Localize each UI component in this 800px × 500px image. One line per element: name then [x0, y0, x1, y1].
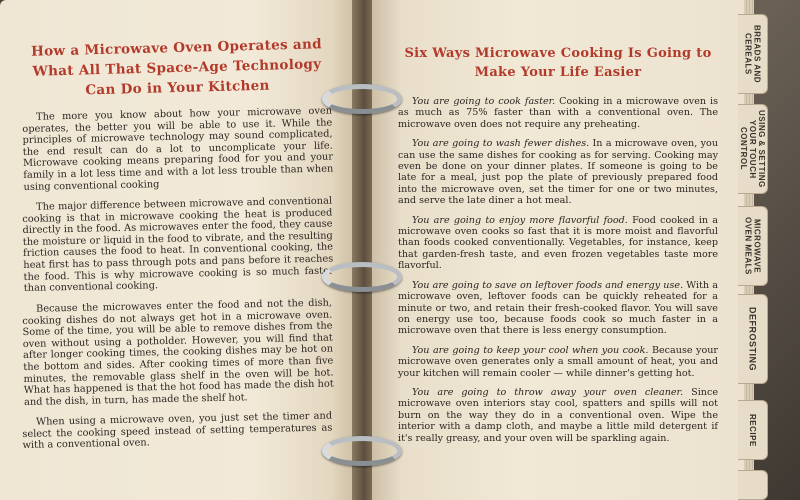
benefit-lead: You are going to throw away your oven cleaner.: [412, 386, 684, 398]
tab-touch-control[interactable]: [738, 104, 768, 194]
benefit-item-5: [398, 345, 718, 379]
binder-ring-top: [322, 84, 402, 114]
tab-microwave-oven-meals[interactable]: [738, 206, 768, 286]
tab-bottom[interactable]: [738, 470, 768, 500]
left-paragraph-1: The more you know about how your microwave oven operates, the better you will be able to use it. While the principles of microwave technology may sound complicated, the end result can do a lot to uncomplicate your life. Microwave cooking means preparing food for you and your family in a lot less time and with a lot less trouble than when using conventional cooking: [22, 105, 334, 193]
tab-label: DEFROSTING: [747, 306, 758, 371]
section-tabs: [738, 0, 800, 500]
benefit-item-6: [398, 387, 718, 444]
benefit-text: Because your microwave oven generates only a small amount of heat, you and your kitchen will remain cooler — while dinner's getting hot.: [398, 344, 718, 379]
benefit-text: With a microwave oven, leftover foods can be quickly reheated for a minute or two, and retain their fresh-cooked flavor. You will save on energy use too, because foods cook so much faster in a microwave oven that there is less energy consumption.: [398, 279, 718, 337]
left-page: [0, 0, 360, 500]
tab-label: MICROWAVE OVEN MEALS: [743, 217, 762, 275]
benefit-lead: You are going to enjoy more flavorful food.: [412, 214, 628, 226]
tab-breads-and-cereals[interactable]: [738, 14, 768, 94]
binder-ring-middle: [322, 262, 402, 292]
binder-ring-bottom: [322, 436, 402, 466]
benefit-item-2: [398, 138, 718, 206]
benefit-lead: You are going to cook faster.: [412, 96, 556, 107]
benefit-item-3: [398, 215, 718, 272]
right-page-heading: Six Ways Microwave Cooking Is Going to Make Your Life Easier: [404, 46, 712, 80]
benefit-text: Cooking in a microwave oven is as much as 75% faster than with a conventional oven. The microwave oven does not require any preheating.: [398, 96, 718, 130]
benefit-text: Food cooked in a microwave oven cooks so fast that it is more moist and flavorful than foods cooked conventionally. Vegetables, for instance, keep that garden-fresh taste, and even frozen vegetables taste more flavorful.: [398, 214, 718, 272]
tab-label: BREADS AND CEREALS: [743, 24, 762, 84]
benefit-text: In a microwave oven, you can use the same dishes for cooking as for serving. Cooking may even be done on your dinner plates. If someone is going to be late for a meal, just pop the plate of previously prepared food into the microwave oven, set the timer for one or two minutes, and serve the late diner a hot meal.: [398, 138, 719, 207]
left-paragraph-3: Because the microwaves enter the food and not the dish, cooking dishes do not always get hot in a microwave oven. Some of the time, you will be able to remove dishes from the oven without using a potholder. However, you will find that after longer cooking times, the cooking dishes may be hot on the bottom and sides. After cooking times of more than five minutes, the removable glass shelf in the oven will be hot. What has happened is that the hot food has made the dish hot and the dish, in turn, has made the shelf hot.: [22, 297, 334, 408]
benefit-lead: You are going to keep your cool when you cook.: [412, 344, 649, 356]
tab-label: RECIPE: [748, 413, 757, 447]
tab-label: USING & SETTING YOUR TOUCH CONTROL: [739, 110, 766, 188]
benefit-text: Since microwave oven interiors stay cool, spatters and spills will not burn on the way they do in a conventional oven. Wipe the interior with a damp cloth, and maybe a little mild detergent if it's really greasy, and your oven will be sparkling again.: [398, 386, 719, 444]
benefit-item-1: [398, 96, 718, 130]
tab-recipe[interactable]: [738, 400, 768, 460]
left-paragraph-4: When using a microwave oven, you just set the timer and select the cooking speed instead of setting temperatures as with a conventional oven.: [22, 410, 333, 452]
benefit-item-4: [398, 280, 718, 337]
left-page-heading: How a Microwave Oven Operates and What All That Space-Age Technology Can Do in Your Kitchen: [30, 36, 323, 99]
tab-defrosting[interactable]: [738, 294, 768, 384]
left-paragraph-2: The major difference between microwave and conventional cooking is that in microwave cooking the heat is produced directly in the food. As microwaves enter the food, they cause the moisture or liquid in the food to vibrate, and the resulting friction causes the food to heat. In conventional cooking, the heat first has to pass through pots and pans before it reaches the food. This is why microwave cooking is so much faster than conventional cooking.: [22, 195, 334, 295]
right-page: [372, 0, 744, 500]
benefit-lead: You are going to wash fewer dishes.: [412, 138, 590, 150]
benefit-lead: You are going to save on leftover foods and energy use.: [412, 279, 684, 291]
